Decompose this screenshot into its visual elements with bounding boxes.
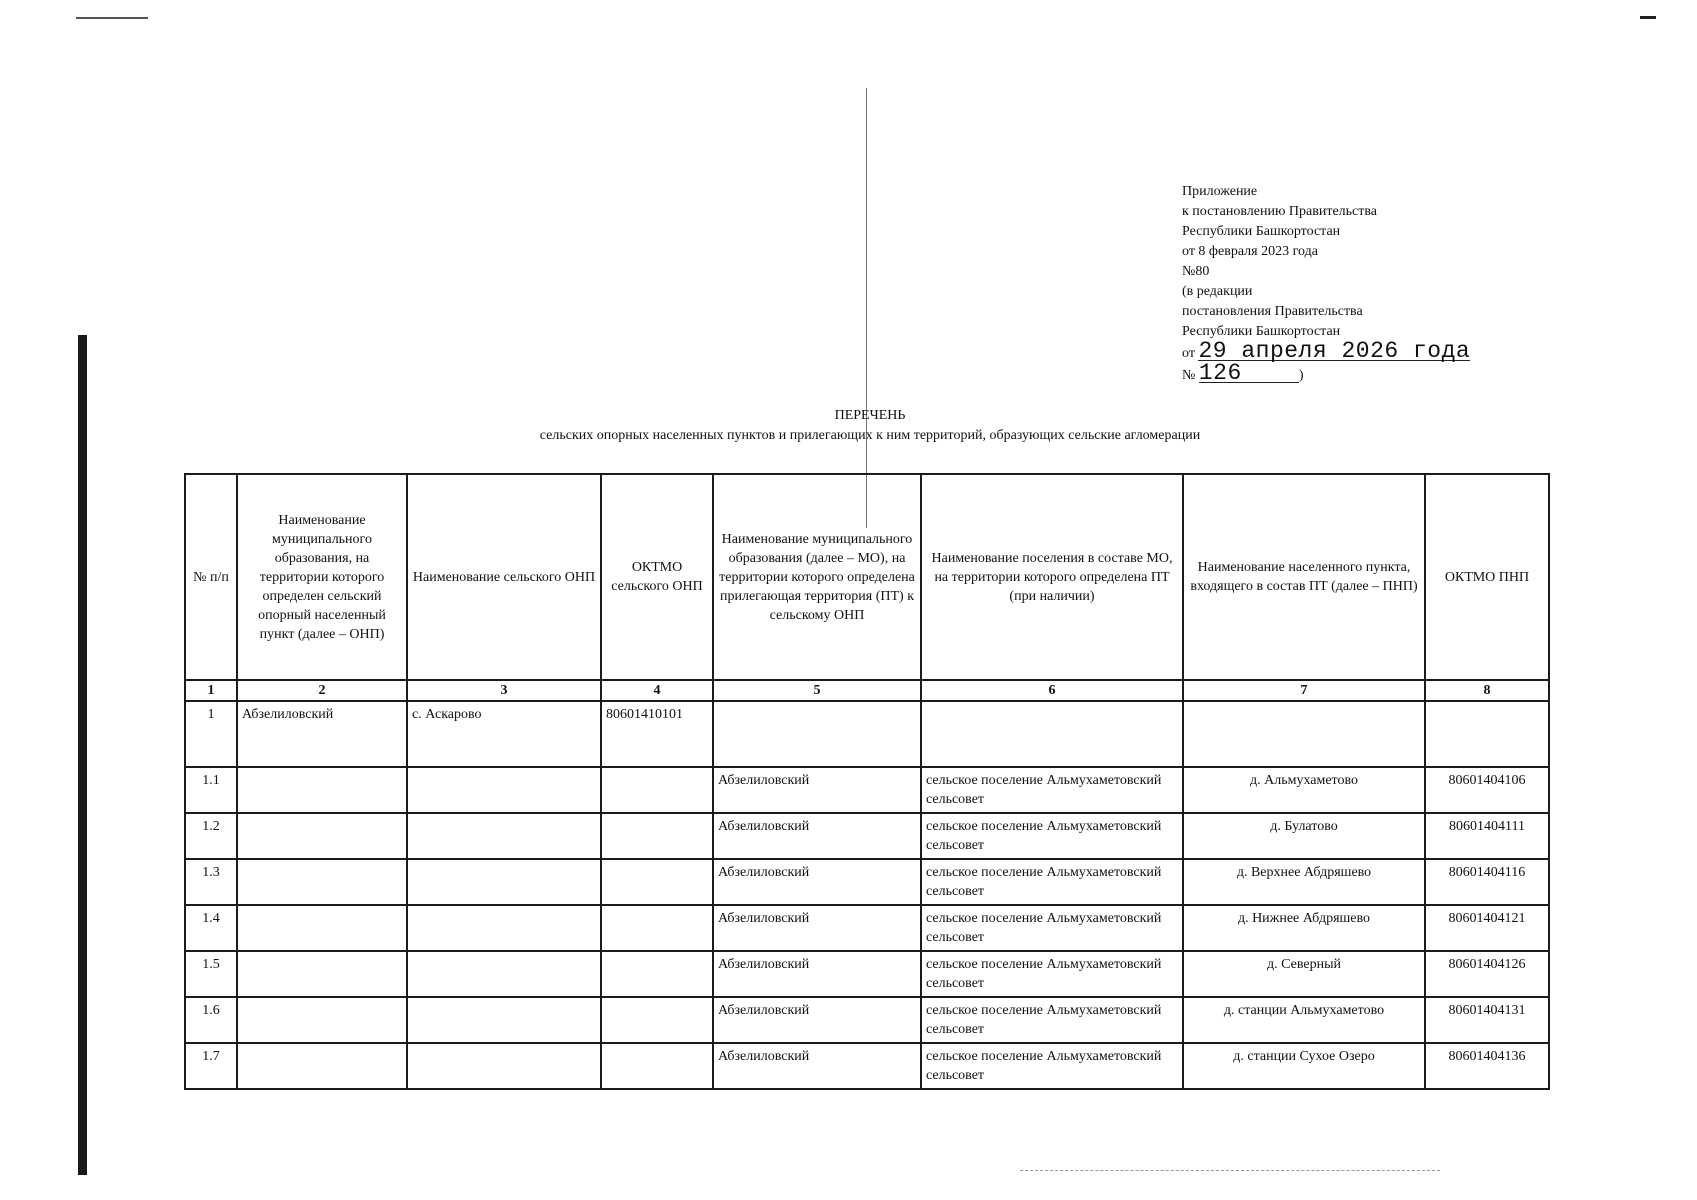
pnp-oktmo: 80601404131	[1425, 997, 1549, 1043]
row-number: 1.5	[185, 951, 237, 997]
table-row	[185, 997, 1549, 1043]
onp-oktmo	[601, 997, 713, 1043]
municipality-onp	[237, 859, 407, 905]
number-value: 126	[1199, 364, 1299, 383]
title-subtitle: сельских опорных населенных пунктов и прилегающих к ним территорий, образующих сельские агломерации	[539, 428, 1201, 443]
municipality-pt: Абзелиловский	[713, 1043, 921, 1089]
onp-name	[407, 997, 601, 1043]
row-number: 1.2	[185, 813, 237, 859]
title-heading: ПЕРЕЧЕНЬ	[834, 408, 906, 423]
onp-oktmo	[601, 1043, 713, 1089]
municipality-onp	[237, 1043, 407, 1089]
column-number: 1	[185, 680, 237, 701]
onp-name	[407, 859, 601, 905]
header-cell: Наименование муниципального образования, на территории которого определен сельский опорный населенный пункт (далее – ОНП)	[237, 474, 407, 680]
pnp-name: д. Нижнее Абдряшево	[1183, 905, 1425, 951]
date-value: 29 апреля 2026 года	[1198, 338, 1471, 364]
table-row	[185, 859, 1549, 905]
column-number: 2	[237, 680, 407, 701]
appendix-line: постановления Правительства	[1182, 304, 1363, 319]
municipality-pt: Абзелиловский	[713, 813, 921, 859]
settlement-pt: сельское поселение Альмухаметовский сельсовет	[921, 997, 1183, 1043]
pnp-name: д. Северный	[1183, 951, 1425, 997]
municipality-onp	[237, 767, 407, 813]
appendix-block	[1182, 182, 1542, 386]
scan-edge-left-border	[78, 335, 87, 1175]
row-number: 1	[185, 701, 237, 767]
table-row	[185, 701, 1549, 767]
column-number: 3	[407, 680, 601, 701]
municipality-onp	[237, 905, 407, 951]
onp-name	[407, 813, 601, 859]
header-cell: Наименование населенного пункта, входящего в состав ПТ (далее – ПНП)	[1183, 474, 1425, 680]
column-number-row	[185, 680, 1549, 701]
onp-name	[407, 951, 601, 997]
pnp-name	[1183, 701, 1425, 767]
table-row	[185, 813, 1549, 859]
document-title	[0, 406, 1697, 446]
pnp-oktmo: 80601404121	[1425, 905, 1549, 951]
row-number: 1.6	[185, 997, 237, 1043]
table-header-row	[185, 474, 1549, 680]
pnp-name: д. станции Альмухаметово	[1183, 997, 1425, 1043]
settlement-pt: сельское поселение Альмухаметовский сельсовет	[921, 813, 1183, 859]
onp-name	[407, 1043, 601, 1089]
appendix-line: Республики Башкортостан	[1182, 324, 1341, 339]
onp-oktmo	[601, 905, 713, 951]
municipality-pt: Абзелиловский	[713, 905, 921, 951]
settlement-pt: сельское поселение Альмухаметовский сельсовет	[921, 905, 1183, 951]
onp-oktmo: 80601410101	[601, 701, 713, 767]
table-row	[185, 1043, 1549, 1089]
settlement-pt	[921, 701, 1183, 767]
header-cell: Наименование сельского ОНП	[407, 474, 601, 680]
municipality-onp	[237, 813, 407, 859]
pnp-name: д. Булатово	[1183, 813, 1425, 859]
agglomeration-table	[184, 473, 1550, 1090]
municipality-pt: Абзелиловский	[713, 767, 921, 813]
municipality-pt: Абзелиловский	[713, 997, 921, 1043]
onp-oktmo	[601, 859, 713, 905]
pnp-oktmo: 80601404116	[1425, 859, 1549, 905]
pnp-oktmo: 80601404106	[1425, 767, 1549, 813]
pnp-name: д. Альмухаметово	[1183, 767, 1425, 813]
header-cell: ОКТМО сельского ОНП	[601, 474, 713, 680]
header-cell: Наименование поселения в составе МО, на территории которого определена ПТ (при наличии)	[921, 474, 1183, 680]
onp-oktmo	[601, 951, 713, 997]
appendix-line: Приложение	[1182, 184, 1258, 199]
municipality-onp	[237, 997, 407, 1043]
column-number: 5	[713, 680, 921, 701]
municipality-onp	[237, 951, 407, 997]
table-row	[185, 951, 1549, 997]
scan-edge-mark-top-right	[1640, 16, 1656, 19]
pnp-oktmo: 80601404126	[1425, 951, 1549, 997]
column-number: 6	[921, 680, 1183, 701]
number-prefix: №	[1182, 368, 1196, 383]
onp-oktmo	[601, 767, 713, 813]
header-cell: ОКТМО ПНП	[1425, 474, 1549, 680]
appendix-number-line	[1182, 360, 1542, 386]
row-number: 1.7	[185, 1043, 237, 1089]
onp-name	[407, 905, 601, 951]
row-number: 1.3	[185, 859, 237, 905]
pnp-name: д. Верхнее Абдряшево	[1183, 859, 1425, 905]
settlement-pt: сельское поселение Альмухаметовский сельсовет	[921, 951, 1183, 997]
header-cell: № п/п	[185, 474, 237, 680]
appendix-closing: )	[1298, 368, 1304, 383]
appendix-line: (в редакции	[1182, 284, 1253, 299]
onp-name: с. Аскарово	[407, 701, 601, 767]
municipality-pt	[713, 701, 921, 767]
column-number: 4	[601, 680, 713, 701]
pnp-oktmo	[1425, 701, 1549, 767]
appendix-line: от 8 февраля 2023 года	[1182, 244, 1318, 259]
date-prefix: от	[1182, 346, 1195, 361]
pnp-oktmo: 80601404111	[1425, 813, 1549, 859]
row-number: 1.4	[185, 905, 237, 951]
header-cell: Наименование муниципального образования (далее – МО), на территории которого определена прилегающая территория (ПТ) к сельскому ОНП	[713, 474, 921, 680]
column-number: 7	[1183, 680, 1425, 701]
settlement-pt: сельское поселение Альмухаметовский сельсовет	[921, 1043, 1183, 1089]
scan-edge-mark-top-left	[76, 17, 148, 19]
row-number: 1.1	[185, 767, 237, 813]
municipality-pt: Абзелиловский	[713, 859, 921, 905]
scan-edge-mark-bottom	[1020, 1170, 1440, 1172]
appendix-line: №80	[1182, 264, 1210, 279]
onp-name	[407, 767, 601, 813]
pnp-oktmo: 80601404136	[1425, 1043, 1549, 1089]
table-row	[185, 905, 1549, 951]
onp-oktmo	[601, 813, 713, 859]
appendix-line: Республики Башкортостан	[1182, 224, 1341, 239]
table-row	[185, 767, 1549, 813]
municipality-onp: Абзелиловский	[237, 701, 407, 767]
pnp-name: д. станции Сухое Озеро	[1183, 1043, 1425, 1089]
municipality-pt: Абзелиловский	[713, 951, 921, 997]
appendix-line: к постановлению Правительства	[1182, 204, 1378, 219]
settlement-pt: сельское поселение Альмухаметовский сельсовет	[921, 859, 1183, 905]
column-number: 8	[1425, 680, 1549, 701]
scan-fold-line	[866, 88, 867, 528]
settlement-pt: сельское поселение Альмухаметовский сельсовет	[921, 767, 1183, 813]
